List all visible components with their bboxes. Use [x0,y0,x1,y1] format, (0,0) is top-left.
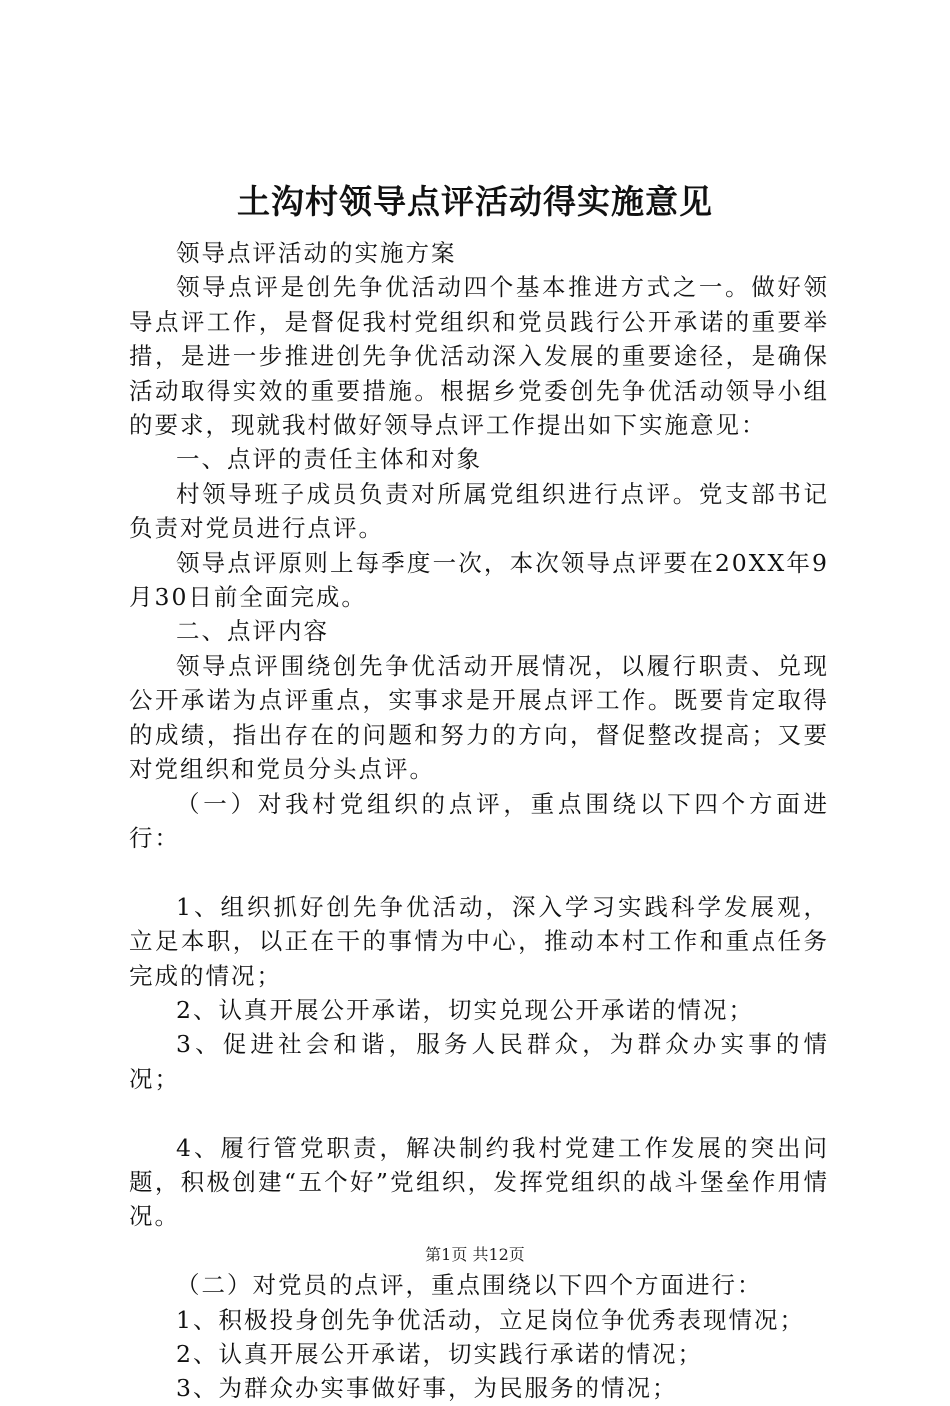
section-heading: 一、点评的责任主体和对象 [176,445,482,474]
list-item: 3、为群众办实事做好事，为民服务的情况； [176,1374,678,1403]
document-body [129,236,829,1406]
paragraph: 村领导班子成员负责对所属党组织进行点评。党支部书记负责对党员进行点评。 [129,479,829,543]
list-item: 2、认真开展公开承诺，切实践行承诺的情况； [176,1339,703,1368]
list-item: 2、认真开展公开承诺，切实兑现公开承诺的情况； [176,995,754,1024]
page-number: 第1页 共12页 [425,1245,525,1264]
paragraph: 领导点评原则上每季度一次，本次领导点评要在20XX年9月30日前全面完成。 [129,548,829,612]
list-item: 1、积极投身创先争优活动，立足岗位争优秀表现情况； [176,1305,805,1334]
subsection-heading: （一）对我村党组织的点评，重点围绕以下四个方面进行： [129,789,829,852]
blank-line [129,1096,829,1130]
paragraph: 领导点评围绕创先争优活动开展情况，以履行职责、兑现公开承诺为点评重点，实事求是开展点评工作。既要肯定取得的成绩，指出存在的问题和努力的方向，督促整改提高；又要对党组织和党员分头点评。 [129,651,829,784]
document-title: 土沟村领导点评活动得实施意见 [237,182,713,221]
section-heading: 二、点评内容 [176,617,329,646]
blank-line [129,855,829,889]
list-item: 3、促进社会和谐，服务人民群众，为群众办实事的情况； [129,1030,829,1093]
paragraph: 领导点评活动的实施方案 [176,239,457,267]
list-item: 1、组织抓好创先争优活动，深入学习实践科学发展观，立足本职，以正在干的事情为中心，推动本村工作和重点任务完成的情况； [129,892,829,990]
list-item: 4、履行管党职责，解决制约我村党建工作发展的突出问题，积极创建“五个好”党组织，发挥党组织的战斗堡垒作用情况。 [129,1133,829,1231]
subsection-heading: （二）对党员的点评，重点围绕以下四个方面进行： [176,1271,763,1300]
paragraph: 领导点评是创先争优活动四个基本推进方式之一。做好领导点评工作，是督促我村党组织和党员践行公开承诺的重要举措，是进一步推进创先争优活动深入发展的重要途径，是确保活动取得实效的重要措施。根据乡党委创先争优活动领导小组的要求，现就我村做好领导点评工作提出如下实施意见： [129,273,829,440]
